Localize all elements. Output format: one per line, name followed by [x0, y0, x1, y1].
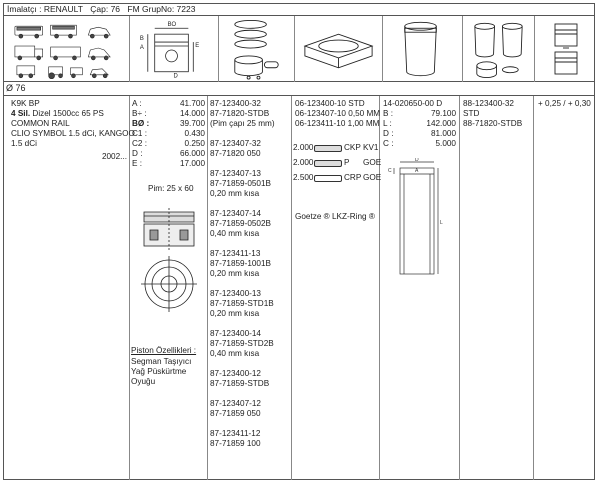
bore-label: Çap: 76	[90, 4, 121, 14]
engine-code: K9K BP	[11, 99, 40, 108]
piston-features-title: Piston Özellikleri :	[131, 346, 197, 355]
kit-thumb	[463, 16, 535, 82]
ring-code: 06-123411-10 1,00 MM	[295, 119, 380, 128]
liner-dim-value: 5.000	[435, 139, 456, 148]
part-number: 87-71859-STD1B	[210, 299, 274, 308]
oversize-ring-icon	[535, 16, 595, 82]
engine-spec	[11, 109, 104, 119]
oversize-values: + 0,25 / + 0,30	[538, 99, 591, 108]
part-number: 87-123407-14	[210, 209, 261, 218]
part-number: 87-123400-32	[210, 99, 261, 108]
piston-column	[130, 96, 208, 480]
part-number: 87-123400-12	[210, 369, 261, 378]
part-number: 87-123407-13	[210, 169, 261, 178]
piston-dim-key: C2 :	[132, 139, 148, 148]
piston-feature: Oyuğu	[131, 377, 156, 386]
kit-line: STD	[463, 109, 480, 118]
liner-dim-key: B :	[383, 109, 394, 118]
piston-dim-value: 0.430	[184, 129, 205, 138]
part-number: 87-71859-0502B	[210, 219, 272, 228]
model-year: 2002...	[101, 152, 127, 161]
piston-dim-key: BØ :	[132, 119, 150, 128]
liner-dim-key: D :	[383, 129, 394, 138]
liner-dim-value: 79.100	[430, 109, 456, 118]
part-number: 87-71859-STDB	[210, 379, 270, 388]
diameter-label: Ø 76	[6, 83, 26, 93]
cylinder-liner-icon	[383, 16, 462, 82]
ring-box-icon	[295, 16, 382, 82]
ring-type: P	[344, 158, 350, 167]
ring-profile-icon	[314, 175, 342, 182]
part-number: 87-123407-12	[210, 399, 261, 408]
ring-type: CKP	[344, 143, 361, 152]
svg-text:A: A	[415, 168, 419, 174]
svg-text:A: A	[139, 45, 144, 51]
piston-diagram-thumb	[130, 16, 219, 82]
piston-dim-key: E :	[132, 159, 143, 168]
ring-supplier: KV1	[363, 143, 379, 152]
part-number: 87-71859 050	[210, 409, 261, 418]
part-number: 0,20 mm kısa	[210, 309, 260, 318]
pin-size: Pim: 25 x 60	[148, 184, 194, 193]
piston-section-icon	[136, 206, 202, 336]
vehicle-column	[3, 96, 135, 480]
parts-column	[208, 96, 292, 480]
ring-profile-icon	[314, 160, 342, 167]
part-number: 0,20 mm kısa	[210, 269, 260, 278]
piston-dim-value: 17.000	[179, 159, 205, 168]
svg-text:L: L	[440, 220, 443, 226]
liner-dim-value: 142.000	[426, 119, 456, 128]
piston-dim-value: 39.700	[179, 119, 205, 128]
liner-thumb	[383, 16, 463, 82]
piston-dim-key: D :	[132, 149, 143, 158]
kit-line: 88-123400-32	[463, 99, 514, 108]
ring-brand: Goetze ® LKZ-Ring ®	[295, 212, 375, 221]
liner-dim-value: 81.000	[430, 129, 456, 138]
ring-profile-icon	[314, 145, 342, 152]
liner-drawing-icon	[386, 158, 454, 280]
piston-feature: Segman Taşıyıcı	[131, 357, 192, 366]
piston-rings-thumb	[219, 16, 295, 82]
part-number: 87-71820 050	[210, 149, 261, 158]
ring-code: 06-123400-10 STD	[295, 99, 365, 108]
svg-text:BO: BO	[167, 22, 177, 29]
piston-feature: Yağ Püskürtme	[131, 367, 187, 376]
part-number: 87-123411-12	[210, 429, 261, 438]
part-number: 87-71859-STD2B	[210, 339, 274, 348]
manufacturer-label: İmalatçı : RENAULT	[7, 4, 83, 14]
ring-code: 06-123407-10 0,50 MM	[295, 109, 381, 118]
piston-dim-key: C1 :	[132, 129, 148, 138]
part-number: 87-71859 100	[210, 439, 261, 448]
oversize-column	[534, 96, 595, 480]
part-number: 87-71859-0501B	[210, 179, 272, 188]
part-number: 87-123407-32	[210, 139, 261, 148]
piston-dim-value: 66.000	[179, 149, 205, 158]
liner-dim-key: L :	[383, 119, 392, 128]
oversize-thumb	[535, 16, 595, 82]
ring-set-thumb	[295, 16, 383, 82]
part-number: 87-71820-STDB	[210, 109, 270, 118]
liner-code: 14-020650-00 D	[383, 99, 443, 108]
ring-supplier: GOE	[363, 158, 382, 167]
engine-displacement: Dizel 1500cc 65 PS	[32, 109, 104, 118]
piston-dim-key: B÷ :	[132, 109, 147, 118]
piston-liner-kit-icon	[463, 16, 534, 82]
group-label: FM GrupNo: 7223	[127, 4, 196, 14]
part-number: 87-123400-13	[210, 289, 261, 298]
part-number: 87-123400-14	[210, 329, 261, 338]
liner-column	[380, 96, 460, 480]
part-number: 87-71859-1001B	[210, 259, 272, 268]
part-number: 0,40 mm kısa	[210, 349, 260, 358]
svg-text:E: E	[195, 43, 200, 50]
header-bar	[3, 3, 595, 16]
part-number: 87-123411-13	[210, 249, 261, 258]
ring-width: 2.000	[293, 158, 314, 167]
kit-column	[460, 96, 534, 480]
vehicle-icons	[3, 16, 130, 82]
part-number: (Pim çapı 25 mm)	[210, 119, 275, 128]
ring-width: 2.000	[293, 143, 314, 152]
svg-text:C: C	[388, 168, 392, 174]
svg-text:D: D	[173, 73, 178, 80]
piston-dim-key: A :	[132, 99, 142, 108]
ring-width: 2.500	[293, 173, 314, 182]
part-number: 0,20 mm kısa	[210, 189, 260, 198]
part-number: 0,40 mm kısa	[210, 229, 260, 238]
picture-strip	[3, 16, 595, 82]
fuel-system: COMMON RAIL	[11, 119, 70, 128]
piston-dim-value: 41.700	[179, 99, 205, 108]
vehicles-icon	[3, 16, 129, 82]
ring-supplier: GOE	[363, 173, 382, 182]
piston-rings-icon	[219, 16, 294, 82]
piston-dim-value: 0.250	[184, 139, 205, 148]
kit-line: 88-71820-STDB	[463, 119, 523, 128]
rings-column	[292, 96, 380, 480]
svg-text:B: B	[139, 36, 144, 43]
model-line-2: 1.5 dCi	[11, 139, 37, 148]
ring-type: CRP	[344, 173, 362, 182]
model-line: CLIO SYMBOL 1.5 dCi, KANGOO	[11, 129, 135, 138]
piston-dim-value: 14.000	[179, 109, 205, 118]
svg-text:D: D	[415, 158, 419, 163]
cylinder-count: 4 Sil.	[11, 109, 31, 118]
piston-dimension-icon	[130, 16, 218, 82]
liner-dim-key: C :	[383, 139, 394, 148]
